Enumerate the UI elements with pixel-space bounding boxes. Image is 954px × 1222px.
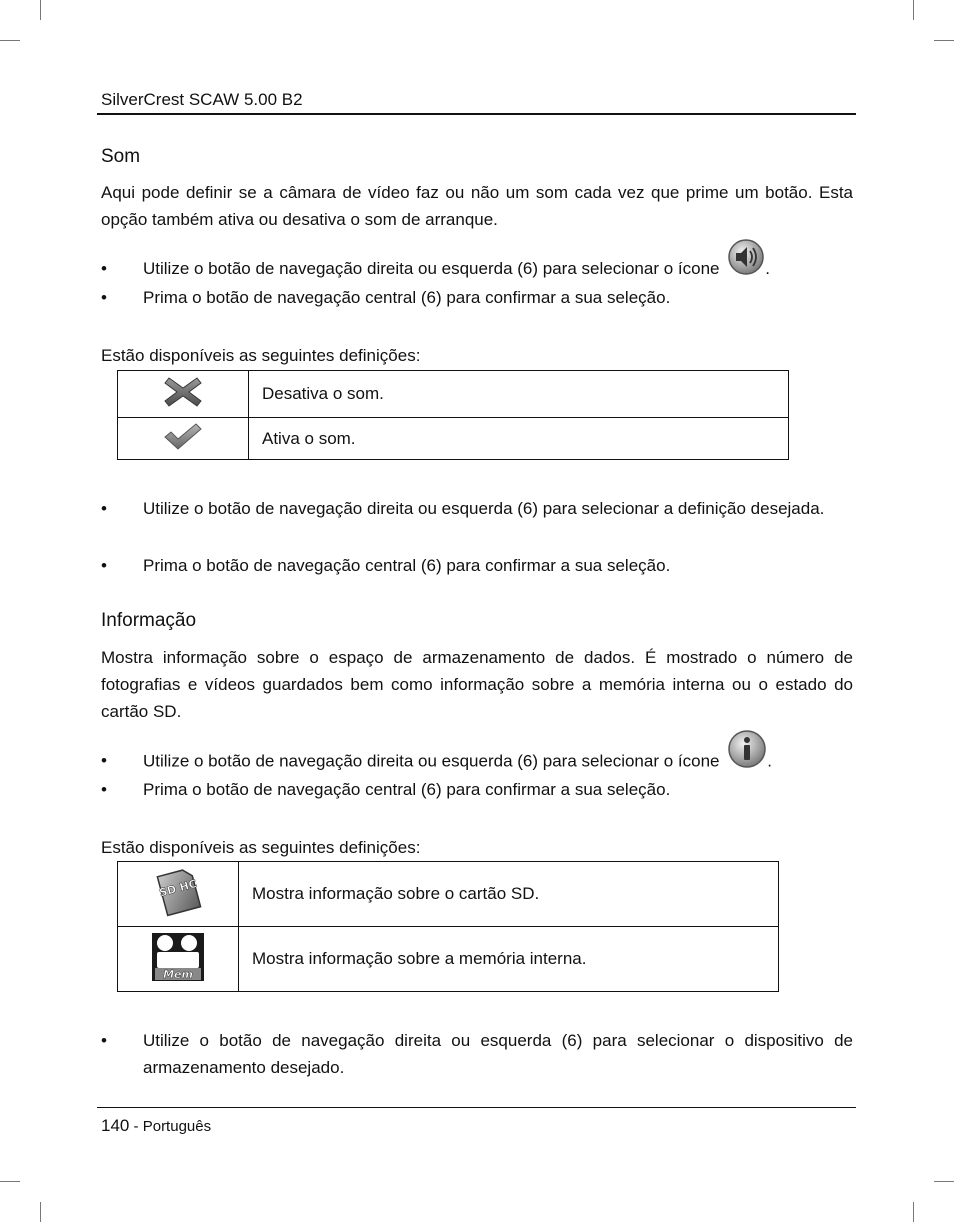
crop-mark (0, 40, 20, 41)
sd-card-label: SD HC (157, 876, 199, 900)
table-cell-icon (118, 927, 239, 992)
settings-table-sound (117, 370, 789, 460)
table-row (118, 418, 789, 460)
sd-card-icon (150, 866, 206, 923)
crop-mark (40, 1202, 41, 1222)
bullet-dot: • (101, 1031, 107, 1050)
section-heading-sound: Som (101, 146, 141, 167)
header-rule (97, 113, 856, 115)
bullet-dot: • (101, 780, 107, 799)
settings-label: Estão disponíveis as seguintes definições: (101, 838, 421, 857)
table-row (118, 862, 779, 927)
bullet-dot: • (101, 288, 107, 307)
speaker-icon (727, 238, 765, 284)
bullet-dot: • (101, 751, 107, 770)
bullet-text: Prima o botão de navegação central (6) para confirmar a sua seleção. (143, 780, 671, 799)
table-row (118, 371, 789, 418)
bullet-dot: • (101, 499, 107, 518)
page-header-title: SilverCrest SCAW 5.00 B2 (101, 90, 303, 109)
bullet-dot: • (101, 556, 107, 575)
bullet-text: Prima o botão de navegação central (6) para confirmar a sua seleção. (143, 556, 671, 575)
bullet-text: Utilize o botão de navegação direita ou esquerda (6) para selecionar a definição desejada. (143, 499, 825, 518)
section-intro-sound: Aqui pode definir se a câmara de vídeo faz ou não um som cada vez que prime um botão. Esta opção também ativa ou desativa o som de arranque. (101, 183, 853, 229)
period: . (767, 751, 772, 771)
bullet-dot: • (101, 259, 107, 278)
checkmark-icon (163, 421, 203, 456)
bullet-text: Utilize o botão de navegação direita ou esquerda (6) para selecionar o dispositivo de armazenamento desejado. (143, 1031, 853, 1077)
section-intro-info: Mostra informação sobre o espaço de armazenamento de dados. É mostrado o número de fotografias e vídeos guardados bem como informação sobre a memória interna ou o estado do cartão SD. (101, 648, 853, 721)
table-row (118, 927, 779, 992)
list-item (101, 495, 853, 549)
footer-separator: - (129, 1118, 143, 1135)
table-cell-icon (118, 371, 249, 418)
crop-mark (913, 1202, 914, 1222)
internal-memory-icon (151, 932, 205, 987)
footer-rule (97, 1107, 856, 1108)
page-footer (101, 1116, 211, 1136)
settings-table-info (117, 861, 779, 992)
page-number: 140 (101, 1116, 130, 1135)
crop-mark (40, 0, 41, 20)
crop-mark (934, 40, 954, 41)
info-icon (727, 729, 767, 777)
crop-mark (913, 0, 914, 20)
memory-label: Mem (163, 967, 193, 981)
table-cell-text: Mostra informação sobre o cartão SD. (239, 862, 779, 927)
bullet-text: Utilize o botão de navegação direita ou esquerda (6) para selecionar o ícone (143, 259, 720, 278)
bullet-text: Utilize o botão de navegação direita ou esquerda (6) para selecionar o ícone (143, 751, 720, 771)
cross-icon (163, 374, 203, 415)
period: . (765, 259, 770, 278)
table-cell-text: Desativa o som. (249, 371, 789, 418)
table-cell-icon (118, 418, 249, 460)
crop-mark (934, 1181, 954, 1182)
table-cell-text: Mostra informação sobre a memória interna. (239, 927, 779, 992)
settings-label: Estão disponíveis as seguintes definições: (101, 346, 421, 365)
list-item (101, 1027, 853, 1081)
table-cell-icon (118, 862, 239, 927)
table-cell-text: Ativa o som. (249, 418, 789, 460)
section-heading-info: Informação (101, 610, 197, 631)
footer-language: Português (142, 1118, 212, 1135)
crop-mark (0, 1181, 20, 1182)
bullet-text: Prima o botão de navegação central (6) para confirmar a sua seleção. (143, 288, 671, 307)
